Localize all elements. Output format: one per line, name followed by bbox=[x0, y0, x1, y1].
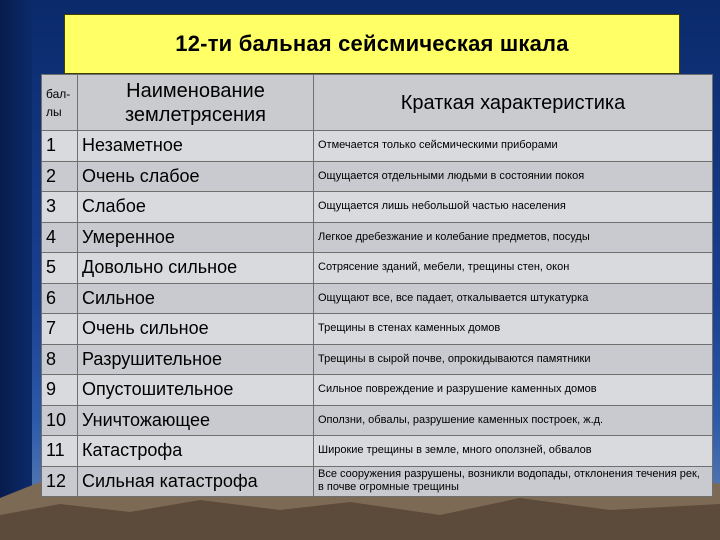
points-cell: 11 bbox=[42, 436, 78, 467]
table-row bbox=[42, 344, 713, 375]
points-cell: 8 bbox=[42, 344, 78, 375]
table-row bbox=[42, 253, 713, 284]
table-row bbox=[42, 436, 713, 467]
table-row bbox=[42, 222, 713, 253]
points-cell: 9 bbox=[42, 375, 78, 406]
description-cell: Ощущается отдельными людьми в состоянии покоя bbox=[314, 161, 713, 192]
description-cell: Легкое дребезжание и колебание предметов, посуды bbox=[314, 222, 713, 253]
table-row bbox=[42, 283, 713, 314]
name-cell: Катастрофа bbox=[78, 436, 314, 467]
description-cell: Все сооружения разрушены, возникли водопады, отклонения течения рек, в почве огромные трещины bbox=[314, 466, 713, 497]
points-cell: 6 bbox=[42, 283, 78, 314]
name-cell: Слабое bbox=[78, 192, 314, 223]
table-row bbox=[42, 131, 713, 162]
header-points: бал- лы bbox=[42, 75, 78, 131]
title-banner bbox=[64, 14, 680, 74]
points-cell: 1 bbox=[42, 131, 78, 162]
name-cell: Сильная катастрофа bbox=[78, 466, 314, 497]
description-cell: Трещины в сырой почве, опрокидываются памятники bbox=[314, 344, 713, 375]
points-cell: 2 bbox=[42, 161, 78, 192]
points-cell: 3 bbox=[42, 192, 78, 223]
description-cell: Сильное повреждение и разрушение каменных домов bbox=[314, 375, 713, 406]
name-cell: Очень сильное bbox=[78, 314, 314, 345]
name-cell: Разрушительное bbox=[78, 344, 314, 375]
points-cell: 7 bbox=[42, 314, 78, 345]
table-row bbox=[42, 405, 713, 436]
description-cell: Ощущают все, все падает, откалывается штукатурка bbox=[314, 283, 713, 314]
table-row bbox=[42, 314, 713, 345]
page-title: 12-ти бальная сейсмическая шкала bbox=[175, 31, 569, 56]
seismic-scale-table bbox=[41, 74, 713, 497]
description-cell: Широкие трещины в земле, много оползней, обвалов bbox=[314, 436, 713, 467]
name-cell: Очень слабое bbox=[78, 161, 314, 192]
description-cell: Трещины в стенах каменных домов bbox=[314, 314, 713, 345]
name-cell: Довольно сильное bbox=[78, 253, 314, 284]
points-cell: 4 bbox=[42, 222, 78, 253]
name-cell: Сильное bbox=[78, 283, 314, 314]
name-cell: Уничтожающее bbox=[78, 405, 314, 436]
description-cell: Оползни, обвалы, разрушение каменных построек, ж.д. bbox=[314, 405, 713, 436]
table-row bbox=[42, 192, 713, 223]
table-row bbox=[42, 466, 713, 497]
name-cell: Незаметное bbox=[78, 131, 314, 162]
table-header-row bbox=[42, 75, 713, 131]
name-cell: Умеренное bbox=[78, 222, 314, 253]
header-description: Краткая характеристика bbox=[314, 75, 713, 131]
description-cell: Ощущается лишь небольшой частью населения bbox=[314, 192, 713, 223]
points-cell: 5 bbox=[42, 253, 78, 284]
points-cell: 10 bbox=[42, 405, 78, 436]
description-cell: Отмечается только сейсмическими приборами bbox=[314, 131, 713, 162]
name-cell: Опустошительное bbox=[78, 375, 314, 406]
header-name: Наименование землетрясения bbox=[78, 75, 314, 131]
table-row bbox=[42, 161, 713, 192]
points-cell: 12 bbox=[42, 466, 78, 497]
table-row bbox=[42, 375, 713, 406]
description-cell: Сотрясение зданий, мебели, трещины стен, окон bbox=[314, 253, 713, 284]
